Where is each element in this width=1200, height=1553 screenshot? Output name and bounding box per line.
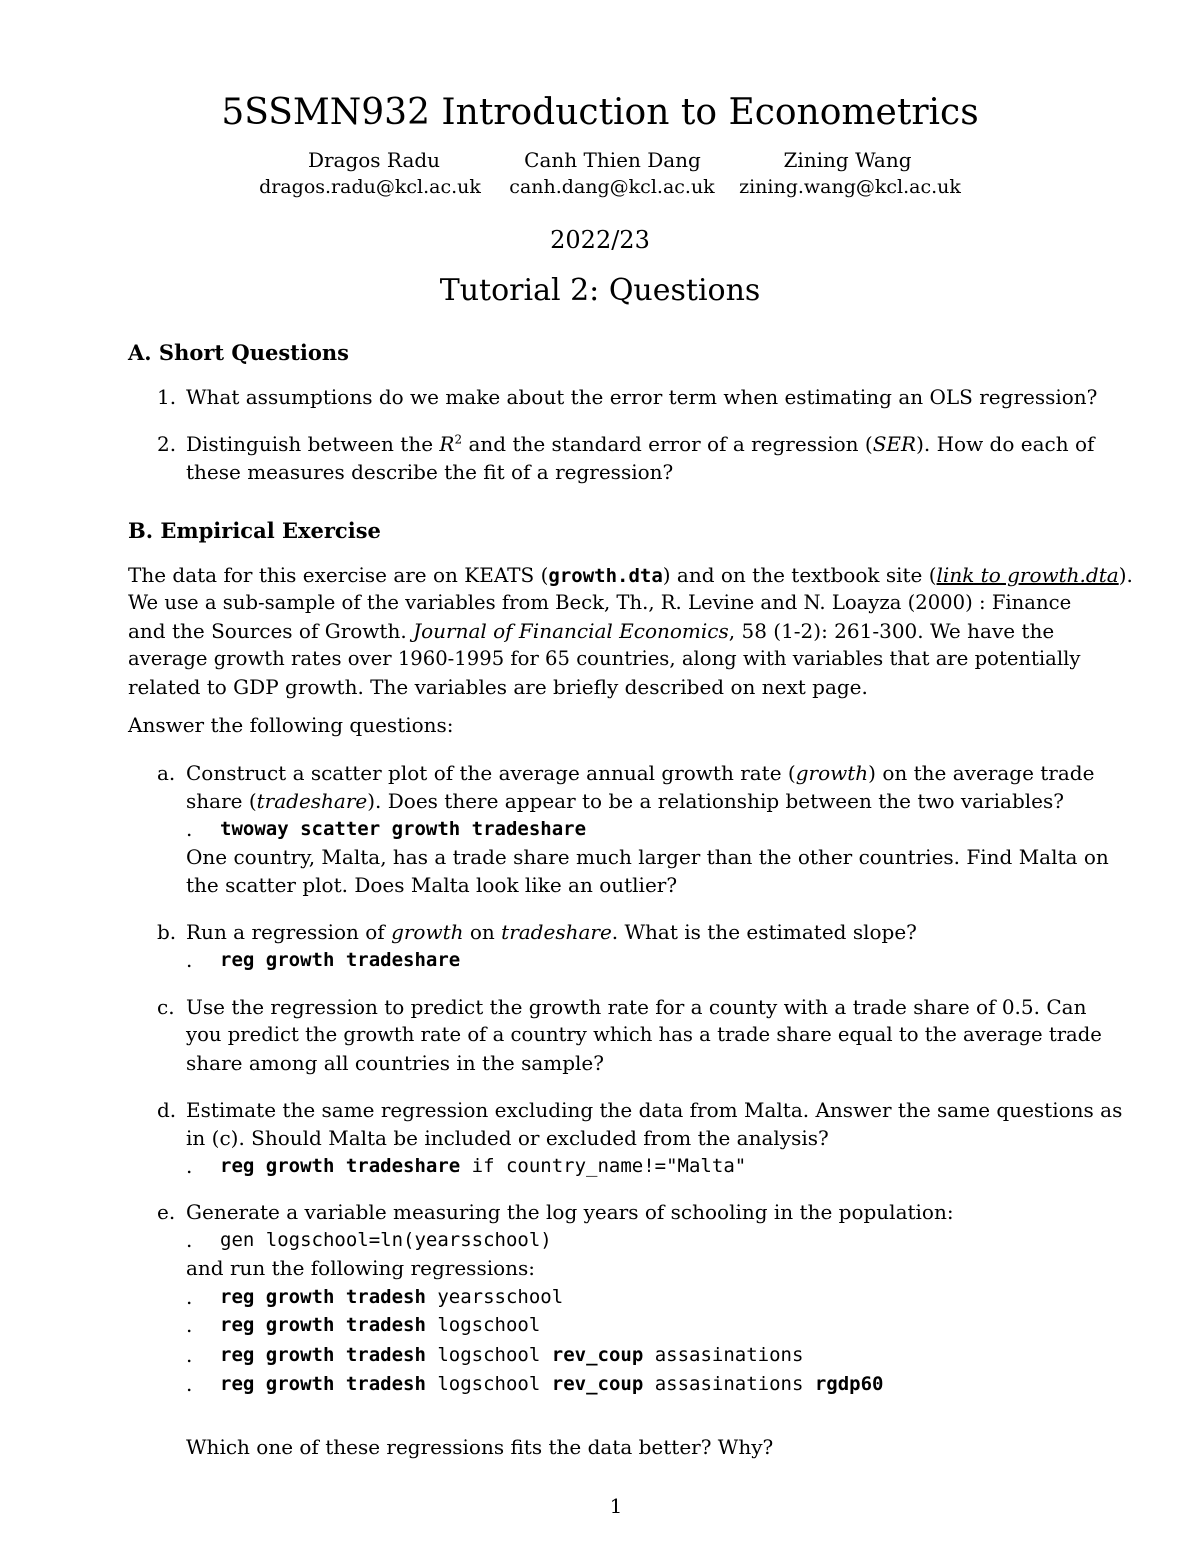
author-name-1: Dragos Radu [307, 148, 441, 172]
question-c-line-1: Use the regression to predict the growth rate for a county with a trade share of 0.5. Can [186, 995, 1087, 1019]
page-number: 1 [609, 1494, 623, 1518]
stata-command-dot: . [186, 1313, 193, 1337]
question-2-text-c: ). How do each of [916, 432, 1095, 456]
question-e-final: Which one of these regressions fits the data better? Why? [186, 1435, 774, 1459]
question-d-line-2: in (c). Should Malta be included or excluded from the analysis? [186, 1126, 829, 1150]
command-extra-vars: assasinations [643, 1344, 804, 1366]
question-1-text: What assumptions do we make about the error term when estimating an OLS regression? [186, 385, 1098, 409]
question-a-label: a. [157, 761, 176, 785]
stata-command-dot: . [186, 1285, 193, 1309]
tutorial-title: Tutorial 2: Questions [439, 273, 761, 308]
stata-command-reg: reg growth tradeshare [220, 949, 461, 971]
intro-line-3 [128, 619, 1054, 643]
command-bold-var: rev_coup [551, 1373, 644, 1395]
question-a-line-1 [186, 761, 1094, 785]
question-b-line-1 [186, 920, 917, 944]
question-b-label: b. [157, 920, 177, 944]
question-b-text-a: Run a regression of [186, 920, 392, 944]
question-a-text-d: ). Does there appear to be a relationship between the two variables? [367, 789, 1064, 813]
author-email-2: canh.dang@kcl.ac.uk [509, 176, 715, 198]
dataset-link[interactable]: link to growth.dta [936, 563, 1119, 587]
question-a-text-a: Construct a scatter plot of the average annual growth rate ( [186, 761, 796, 785]
stata-command-dot: . [186, 948, 193, 972]
question-e-label: e. [157, 1200, 176, 1224]
author-email-1: dragos.radu@kcl.ac.uk [259, 176, 481, 198]
stata-command-reg-3 [220, 1344, 803, 1366]
author-name-3: Zining Wang [783, 148, 912, 172]
question-c-line-3: share among all countries in the sample? [186, 1051, 604, 1075]
question-a-text-b: ) on the average trade [868, 761, 1095, 785]
intro-text-d: and the Sources of Growth. [128, 619, 414, 643]
journal-name: Journal of Financial Economics [413, 619, 729, 643]
question-b-text-b: on [463, 920, 502, 944]
stata-command-dot: . [186, 1154, 193, 1178]
question-c-label: c. [157, 995, 175, 1019]
r-squared-symbol: R [439, 432, 455, 456]
question-c-line-2: you predict the growth rate of a country which has a trade share equal to the average trade [186, 1023, 1102, 1046]
stata-command-dot: . [186, 1228, 193, 1252]
command-reg-part: reg growth tradesh [220, 1286, 426, 1308]
command-extra-vars: logschool [425, 1344, 552, 1366]
intro-text-a: The data for this exercise are on KEATS ( [128, 563, 549, 587]
intro-line-2: We use a sub-sample of the variables from Beck, Th., R. Levine and N. Loayza (2000) : Finance [128, 591, 1072, 614]
author-email-3: zining.wang@kcl.ac.uk [739, 176, 961, 198]
question-e-run-text: and run the following regressions: [186, 1256, 536, 1280]
question-1-number: 1. [157, 385, 177, 409]
command-extra-vars: logschool [425, 1373, 552, 1395]
command-bold-var: rev_coup [551, 1344, 644, 1366]
command-reg-part: reg growth tradesh [220, 1373, 426, 1395]
stata-command-dot: . [186, 1372, 193, 1396]
variable-tradeshare: tradeshare [256, 789, 368, 813]
r-squared-exponent: 2 [454, 432, 463, 447]
question-a-line-2 [186, 789, 1064, 813]
question-e-line-1: Generate a variable measuring the log years of schooling in the population: [186, 1200, 954, 1224]
command-variables: growth tradeshare [391, 818, 587, 840]
intro-text-e: , 58 (1-2): 261-300. We have the [728, 619, 1055, 643]
question-a-text-c: share ( [186, 789, 257, 813]
section-a-heading: A. Short Questions [128, 340, 349, 365]
question-2-line-1 [186, 432, 1094, 456]
question-2-text-b: and the standard error of a regression ( [462, 432, 873, 456]
intro-text-b: ) and on the textbook site ( [662, 563, 937, 587]
command-bold-var: rgdp60 [814, 1373, 884, 1395]
stata-command-reg-2 [220, 1314, 540, 1336]
stata-command-dot: . [186, 817, 193, 841]
stata-command-dot: . [186, 1343, 193, 1367]
variable-growth: growth [795, 761, 869, 785]
author-name-2: Canh Thien Dang [524, 148, 701, 172]
dataset-filename: growth.dta [548, 565, 663, 587]
command-reg-part: reg growth tradesh [220, 1314, 426, 1336]
command-extra-vars: assasinations [643, 1373, 815, 1395]
command-reg-part: reg growth tradesh [220, 1344, 426, 1366]
intro-text-c: ). [1118, 563, 1133, 587]
stata-command-reg-4 [220, 1373, 884, 1395]
academic-year: 2022/23 [550, 226, 650, 254]
question-d-line-1: Estimate the same regression excluding the data from Malta. Answer the same questions as [186, 1098, 1123, 1122]
command-extra-vars: yearsschool [425, 1286, 564, 1308]
command-keyword: twoway scatter [220, 818, 392, 840]
variable-growth: growth [391, 920, 464, 944]
question-a-line-4: One country, Malta, has a trade share much larger than the other countries. Find Malta on [186, 845, 1109, 869]
command-reg-part: reg growth tradeshare [220, 1155, 461, 1177]
question-b-text-c: . What is the estimated slope? [611, 920, 917, 944]
variable-tradeshare: tradeshare [501, 920, 612, 944]
course-title: 5SSMN932 Introduction to Econometrics [221, 92, 979, 133]
question-2-text-a: Distinguish between the [186, 432, 440, 456]
ser-symbol: SER [872, 432, 917, 456]
section-b-heading: B. Empirical Exercise [128, 518, 381, 543]
intro-line-1 [128, 563, 1133, 587]
question-a-line-5: the scatter plot. Does Malta look like an outlier? [186, 873, 678, 897]
question-2-line-2: these measures describe the fit of a regression? [186, 460, 674, 484]
stata-command-scatter [220, 818, 586, 840]
question-2-number: 2. [157, 432, 177, 456]
command-condition: if country_name!="Malta" [460, 1155, 747, 1177]
question-d-label: d. [157, 1098, 177, 1122]
intro-line-4: average growth rates over 1960-1995 for 65 countries, along with variables that are potentially [128, 647, 1081, 670]
intro-line-5: related to GDP growth. The variables are briefly described on next page. [128, 675, 868, 699]
stata-command-reg-1 [220, 1286, 563, 1308]
stata-command-gen: gen logschool=ln(yearsschool) [220, 1229, 552, 1251]
stata-command-reg-malta [220, 1155, 746, 1177]
command-extra-vars: logschool [425, 1314, 541, 1336]
answer-prompt: Answer the following questions: [128, 713, 454, 737]
